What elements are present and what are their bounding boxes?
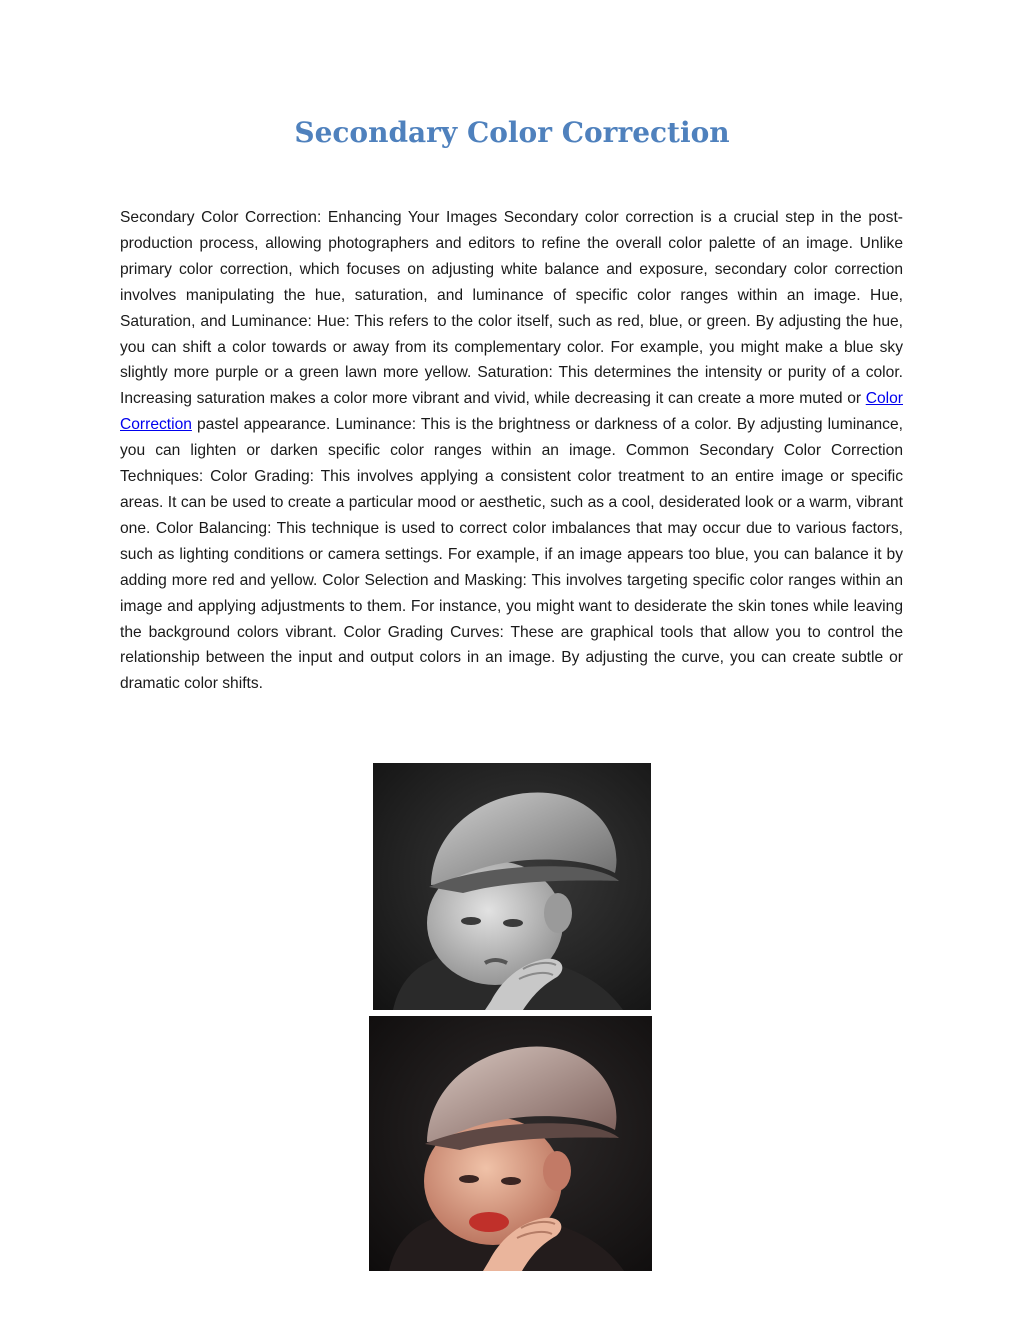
paragraph-text-after-link: pastel appearance. Luminance: This is the brightness or darkness of a color. By adjusting luminance, you can lighten or darken specific color ranges within an image. Common Secondary Color Correction Techniques: Color Grading: This involves applying a consistent color treatment to an entire image or specific areas. It can be used to create a particular mood or aesthetic, such as a cool, desiderated look or a warm, vibrant one. Color Balancing: This technique is used to correct color imbalances that may occur due to various factors, such as lighting conditions or camera settings. For example, if an image appears too blue, you can balance it by adding more red and yellow. Color Selection and Masking: This involves targeting specific color ranges within an image and applying adjustments to them. For instance, you might want to desiderate the skin tones while leaving the background colors vibrant. Color Grading Curves: These are graphical tools that allow you to control the relationship between the input and output colors in an image. By adjusting the curve, you can create subtle or dramatic color shifts. xyxy=(120,416,903,693)
grayscale-portrait-illustration xyxy=(373,763,651,1010)
color-correction-link[interactable]: Color Correction xyxy=(120,390,903,434)
paragraph-text-before-link: Secondary Color Correction: Enhancing Your Images Secondary color correction is a crucial step in the post-production process, allowing photographers and editors to refine the overall color palette of an image. Unlike primary color correction, which focuses on adjusting white balance and exposure, secondary color correction involves manipulating the hue, saturation, and luminance of specific color ranges within an image. Hue, Saturation, and Luminance: Hue: This refers to the color itself, such as red, blue, or green. By adjusting the hue, you can shift a color towards or away from its complementary color. For example, you might make a blue sky slightly more purple or a green lawn more yellow. Saturation: This determines the intensity or purity of a color. Increasing saturation makes a color more vibrant and vivid, while decreasing it can create a more muted or xyxy=(120,209,903,408)
color-portrait-illustration xyxy=(369,1016,652,1271)
article-paragraph xyxy=(120,205,903,697)
grayscale-portrait-image xyxy=(373,763,651,1010)
page-title: Secondary Color Correction xyxy=(294,116,730,149)
color-portrait-image xyxy=(369,1016,652,1271)
